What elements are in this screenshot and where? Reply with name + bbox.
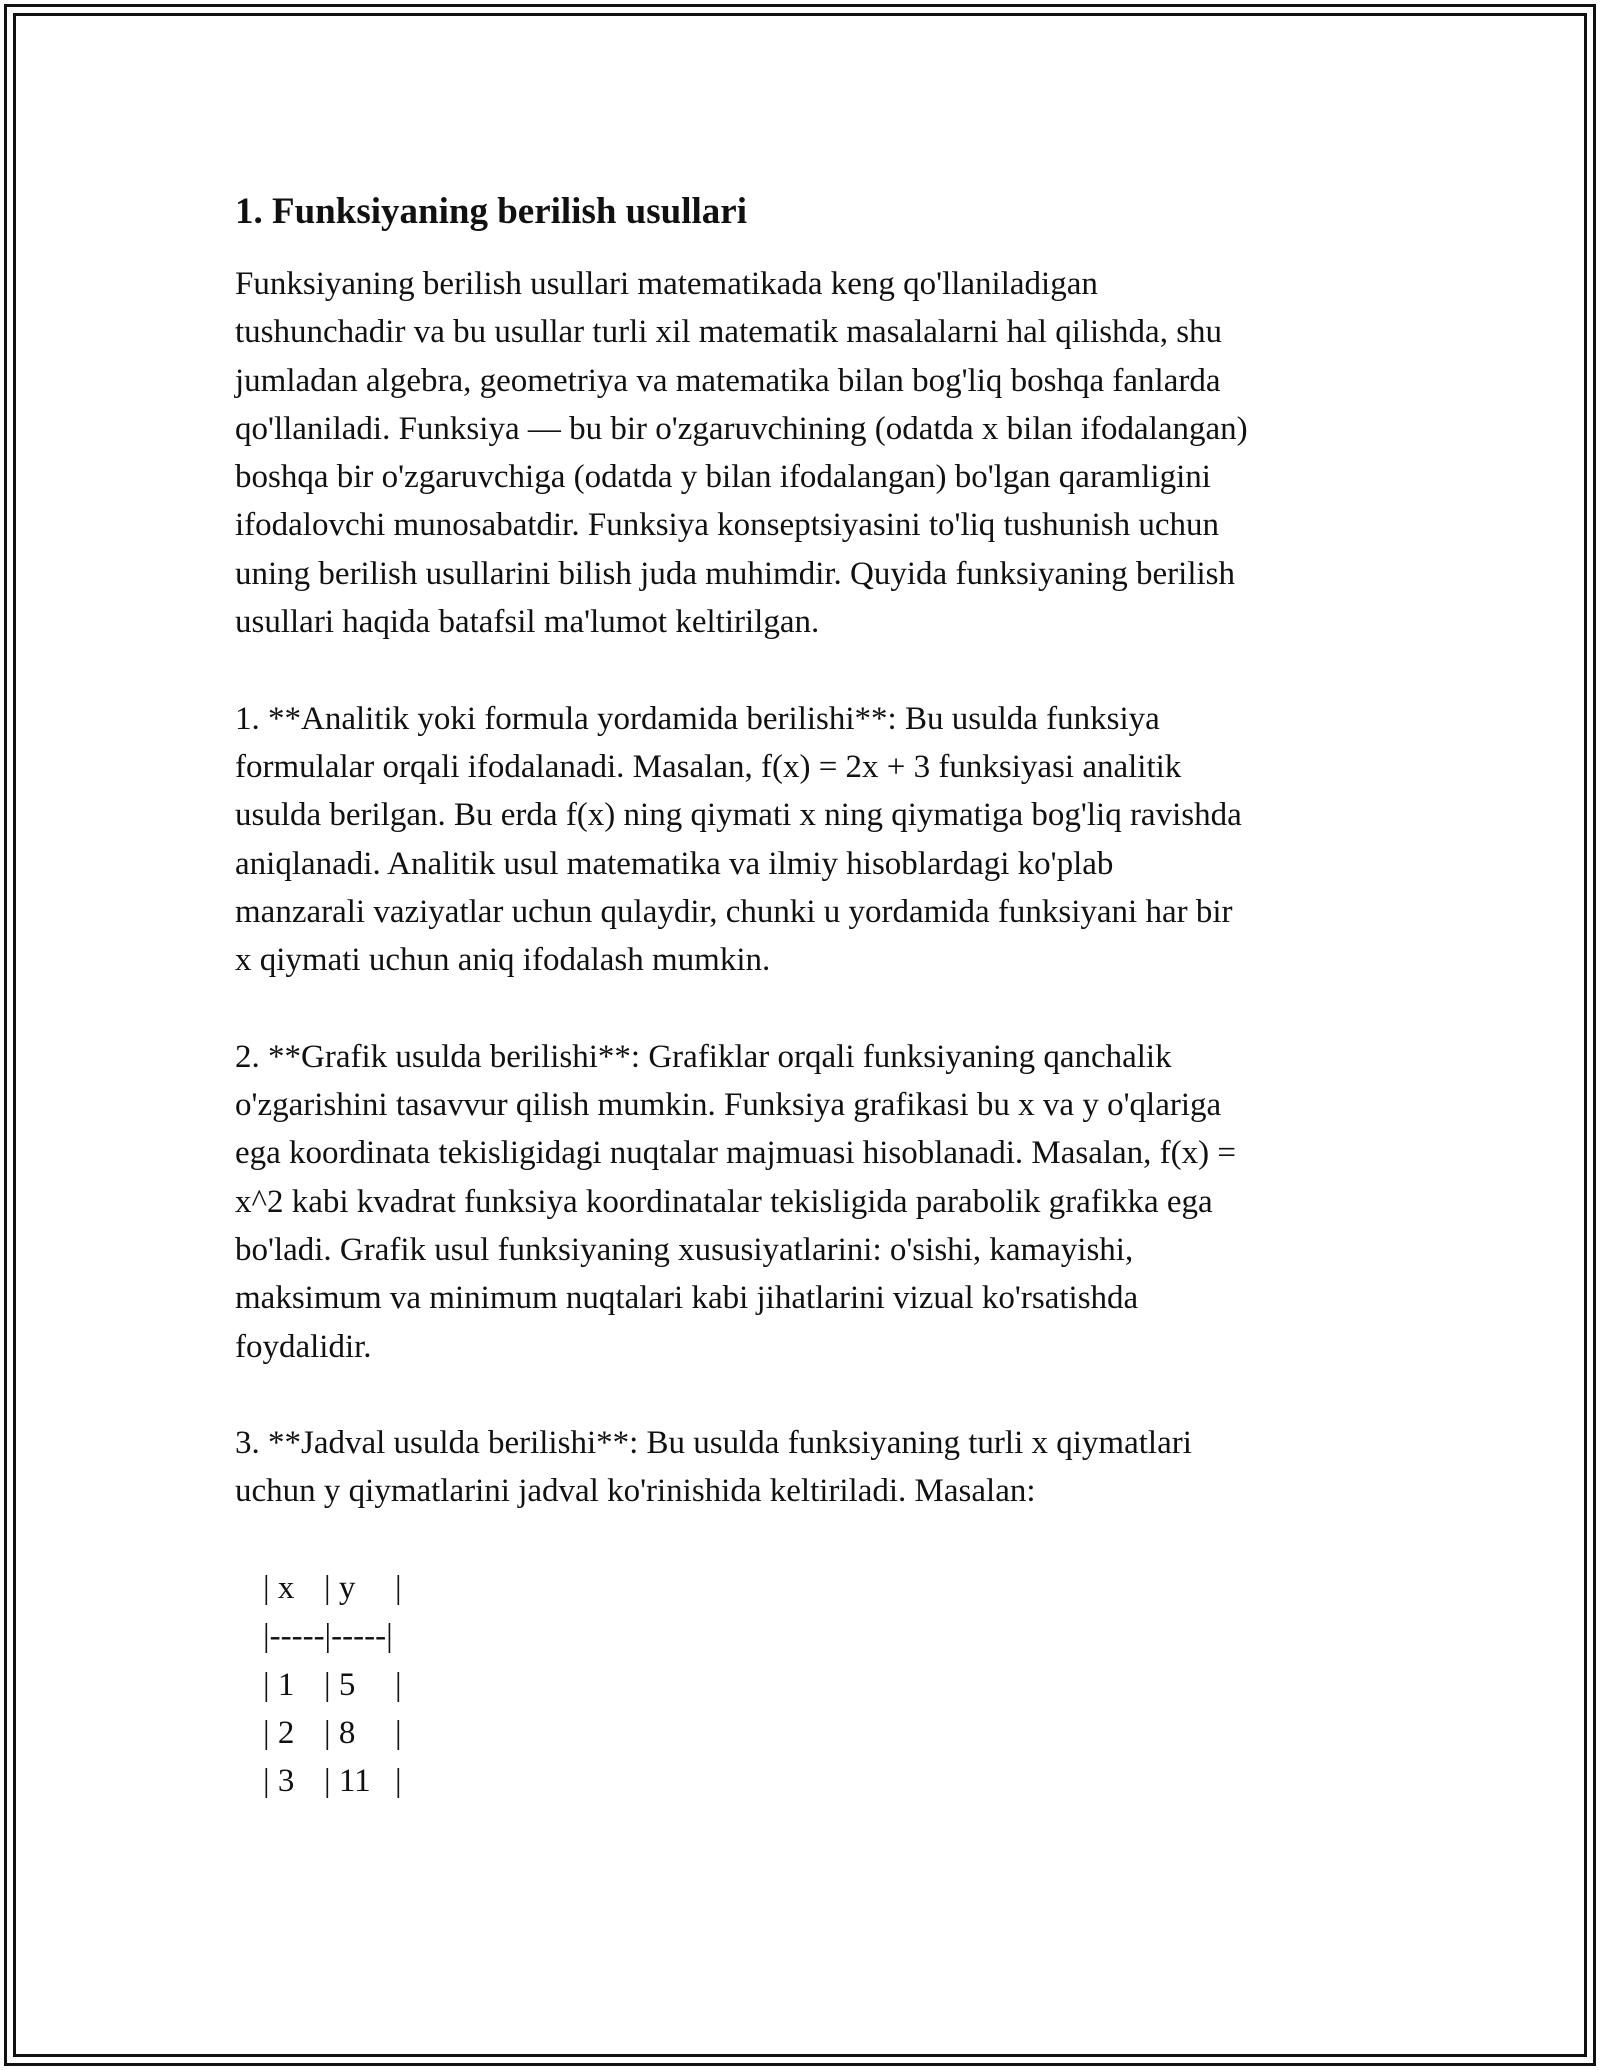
table-cell-x: 2: [277, 1714, 295, 1751]
table-cell-x: 3: [277, 1763, 295, 1800]
table-cell-x: 1: [277, 1666, 295, 1703]
table-header-row: | x | y |: [263, 1570, 402, 1607]
paragraph-line: usullari haqida batafsil ma'lumot keltirilgan.: [235, 604, 820, 641]
table-cell-y: 5: [338, 1666, 356, 1703]
paragraph-line: bo'ladi. Grafik usul funksiyaning xususiyatlarini: o'sishi, kamayishi,: [235, 1231, 1134, 1268]
paragraph-line: maksimum va minimum nuqtalari kabi jihatlarini vizual ko'rsatishda: [235, 1280, 1139, 1317]
table-row: | 3 | 11 |: [263, 1763, 402, 1800]
paragraph-line: o'zgarishini tasavvur qilish mumkin. Funksiya grafikasi bu x va y o'qlariga: [235, 1087, 1222, 1124]
paragraph-line: ifodalovchi munosabatdir. Funksiya konseptsiyasini to'liq tushunish uchun: [235, 507, 1219, 544]
paragraph-graphic-method: [235, 1033, 1385, 1371]
table-header-x: x: [277, 1570, 295, 1607]
table-separator-row: |-----|-----|: [263, 1618, 393, 1655]
paragraph-line: tushunchadir va bu usullar turli xil matematik masalalarni hal qilishda, shu: [235, 314, 1223, 351]
paragraph-line: x^2 kabi kvadrat funksiya koordinatalar tekisligida parabolik grafikka ega: [235, 1183, 1213, 1220]
paragraph-line: Funksiyaning berilish usullari matematikada keng qo'llaniladigan: [235, 266, 1098, 302]
paragraph-analytic-method: [235, 695, 1385, 985]
table-cell-y: 8: [338, 1714, 356, 1751]
table-row: | 1 | 5 |: [263, 1666, 402, 1703]
document-body: [235, 188, 1385, 1806]
table-cell-y: 11: [338, 1763, 371, 1800]
paragraph-line: manzarali vaziyatlar uchun qulaydir, chunki u yordamida funksiyani har bir: [235, 893, 1233, 930]
paragraph-line: uning berilish usullarini bilish juda muhimdir. Quyida funksiyaning berilish: [235, 555, 1236, 592]
paragraph-line: 2. **Grafik usulda berilishi**: Grafiklar orqali funksiyaning qanchalik: [235, 1038, 1172, 1075]
paragraph-line: uchun y qiymatlarini jadval ko'rinishida keltiriladi. Masalan:: [235, 1473, 1036, 1510]
paragraph-table-method: [235, 1419, 1385, 1516]
paragraph-spacer: [235, 646, 1385, 694]
paragraph-line: aniqlanadi. Analitik usul matematika va ilmiy hisoblardagi ko'plab: [235, 845, 1114, 882]
paragraph-line: ega koordinata tekisligidagi nuqtalar majmuasi hisoblanadi. Masalan, f(x) =: [235, 1135, 1237, 1172]
paragraph-line: qo'llaniladi. Funksiya — bu bir o'zgaruvchining (odatda x bilan ifodalangan): [235, 410, 1248, 447]
paragraph-spacer: [235, 1371, 1385, 1419]
paragraph-line: usulda berilgan. Bu erda f(x) ning qiymati x ning qiymatiga bog'liq ravishda: [235, 797, 1242, 834]
section-heading: 1. Funksiyaning berilish usullari: [235, 191, 748, 232]
paragraph-line: 1. **Analitik yoki formula yordamida berilishi**: Bu usulda funksiya: [235, 700, 1160, 737]
table-row: | 2 | 8 |: [263, 1714, 402, 1751]
paragraph-line: formulalar orqali ifodalanadi. Masalan, f(x) = 2x + 3 funksiyasi analitik: [235, 748, 1182, 785]
paragraph-line: 3. **Jadval usulda berilishi**: Bu usulda funksiyaning turli x qiymatlari: [235, 1425, 1192, 1462]
paragraph-line: foydalidir.: [235, 1328, 372, 1365]
text-table: [235, 1564, 1385, 1805]
paragraph-line: x qiymati uchun aniq ifodalash mumkin.: [235, 942, 771, 979]
table-header-y: y: [338, 1570, 356, 1607]
paragraph-line: jumladan algebra, geometriya va matematika bilan bog'liq boshqa fanlarda: [235, 362, 1221, 399]
paragraph-intro: [235, 260, 1385, 646]
paragraph-spacer: [235, 984, 1385, 1032]
paragraph-line: boshqa bir o'zgaruvchiga (odatda y bilan ifodalangan) bo'lgan qaramligini: [235, 459, 1211, 496]
